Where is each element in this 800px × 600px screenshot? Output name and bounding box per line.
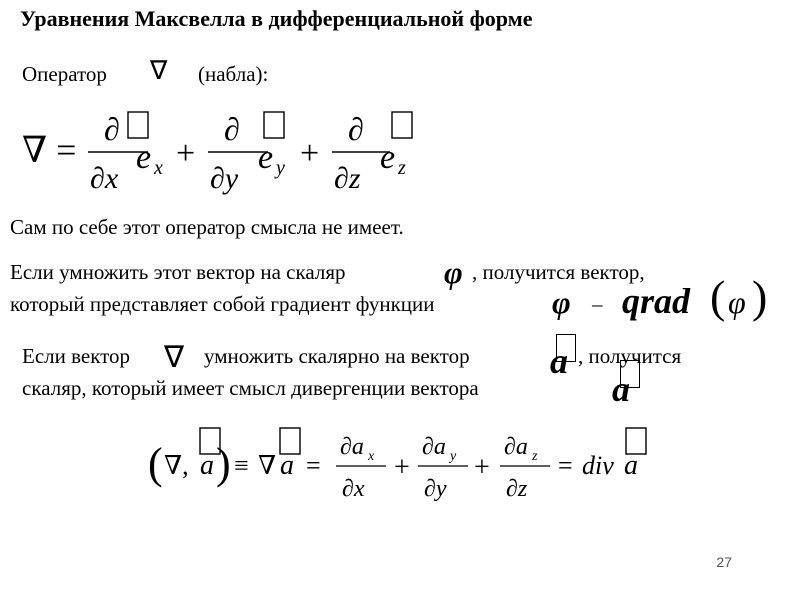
fraction-numerator: ∂a: [340, 434, 364, 460]
phi-symbol: φ: [552, 284, 571, 320]
fraction-denominator: ∂z: [506, 476, 528, 502]
unit-vector-e: e: [136, 139, 152, 176]
slide-title: Уравнения Максвелла в дифференциальной форме: [20, 6, 533, 31]
formula2-paren-open: (: [148, 439, 163, 488]
formula2-a: a: [280, 450, 294, 481]
formula2-nabla: ∇: [258, 451, 277, 480]
unit-vector-subscript: y: [276, 157, 285, 179]
fraction-numerator-sub: z: [532, 449, 538, 464]
dash-symbol: –: [592, 292, 603, 316]
unit-vector-subscript: z: [398, 157, 406, 179]
partial-numerator: ∂: [348, 111, 364, 147]
formula2-a: a: [200, 450, 214, 481]
divergence-formula: [146, 422, 666, 522]
grad-operator: qrad: [622, 281, 691, 321]
fraction-numerator-sub: x: [368, 449, 375, 464]
unit-vector-e: e: [380, 139, 396, 176]
phi-symbol: φ: [444, 254, 463, 290]
partial-denominator: ∂x: [90, 162, 119, 195]
partial-denominator: ∂z: [334, 162, 361, 195]
unit-vector-e: e: [258, 139, 274, 176]
div-operator: div: [582, 451, 614, 480]
page-number: 27: [716, 554, 732, 570]
divergence-line1-suffix: , получится: [578, 344, 682, 368]
partial-numerator: ∂: [224, 111, 240, 147]
vector-a: a: [612, 369, 630, 409]
vector-arrow-icon: [128, 112, 148, 138]
gradient-line1-suffix: , получится вектор,: [472, 260, 645, 284]
partial-denominator: ∂y: [210, 162, 239, 195]
formula1-lhs: ∇ =: [22, 130, 77, 170]
divergence-line1-mid: умножить скалярно на вектор: [204, 344, 470, 368]
gradient-line2-text: который представляет собой градиент функции: [10, 292, 435, 316]
operator-suffix: (набла):: [198, 62, 269, 86]
equals-sign: =: [306, 451, 321, 480]
nabla-icon: ∇: [150, 56, 168, 86]
fraction-denominator: ∂x: [342, 476, 365, 502]
fraction-numerator: ∂a: [504, 434, 528, 460]
vector-arrow-icon: [264, 112, 284, 138]
formula2-a: a: [624, 450, 638, 481]
formula2-paren-close: ): [216, 439, 231, 488]
fraction-denominator: ∂y: [424, 476, 447, 502]
operator-label: Оператор: [22, 62, 107, 86]
fraction-numerator: ∂a: [422, 434, 446, 460]
vector-arrow-icon: [392, 112, 412, 138]
plus-sign: +: [176, 135, 196, 172]
unit-vector-subscript: x: [154, 157, 163, 179]
vector-a: a: [550, 341, 568, 381]
gradient-line1-text: Если умножить этот вектор на скаляр: [10, 260, 346, 284]
grad-paren-open: (: [710, 271, 726, 322]
plus-sign: +: [394, 452, 410, 483]
divergence-line1-text: Если вектор: [22, 344, 131, 368]
formula2-nabla-comma: ∇,: [164, 451, 189, 480]
equiv-sign: ≡: [234, 451, 249, 480]
nabla-definition-formula: [18, 106, 438, 202]
grad-paren-close: ): [752, 271, 768, 322]
divergence-line2-text: скаляр, который имеет смысл дивергенции вектора: [22, 376, 479, 400]
plus-sign: +: [300, 135, 320, 172]
plus-sign: +: [474, 452, 490, 483]
operator-meaning-text: Сам по себе этот оператор смысла не имеет.: [10, 215, 404, 239]
fraction-numerator-sub: y: [450, 449, 457, 464]
partial-numerator: ∂: [104, 111, 120, 147]
equals-sign: =: [558, 451, 573, 480]
grad-phi: φ: [728, 284, 746, 320]
nabla-icon: ∇: [164, 340, 185, 375]
